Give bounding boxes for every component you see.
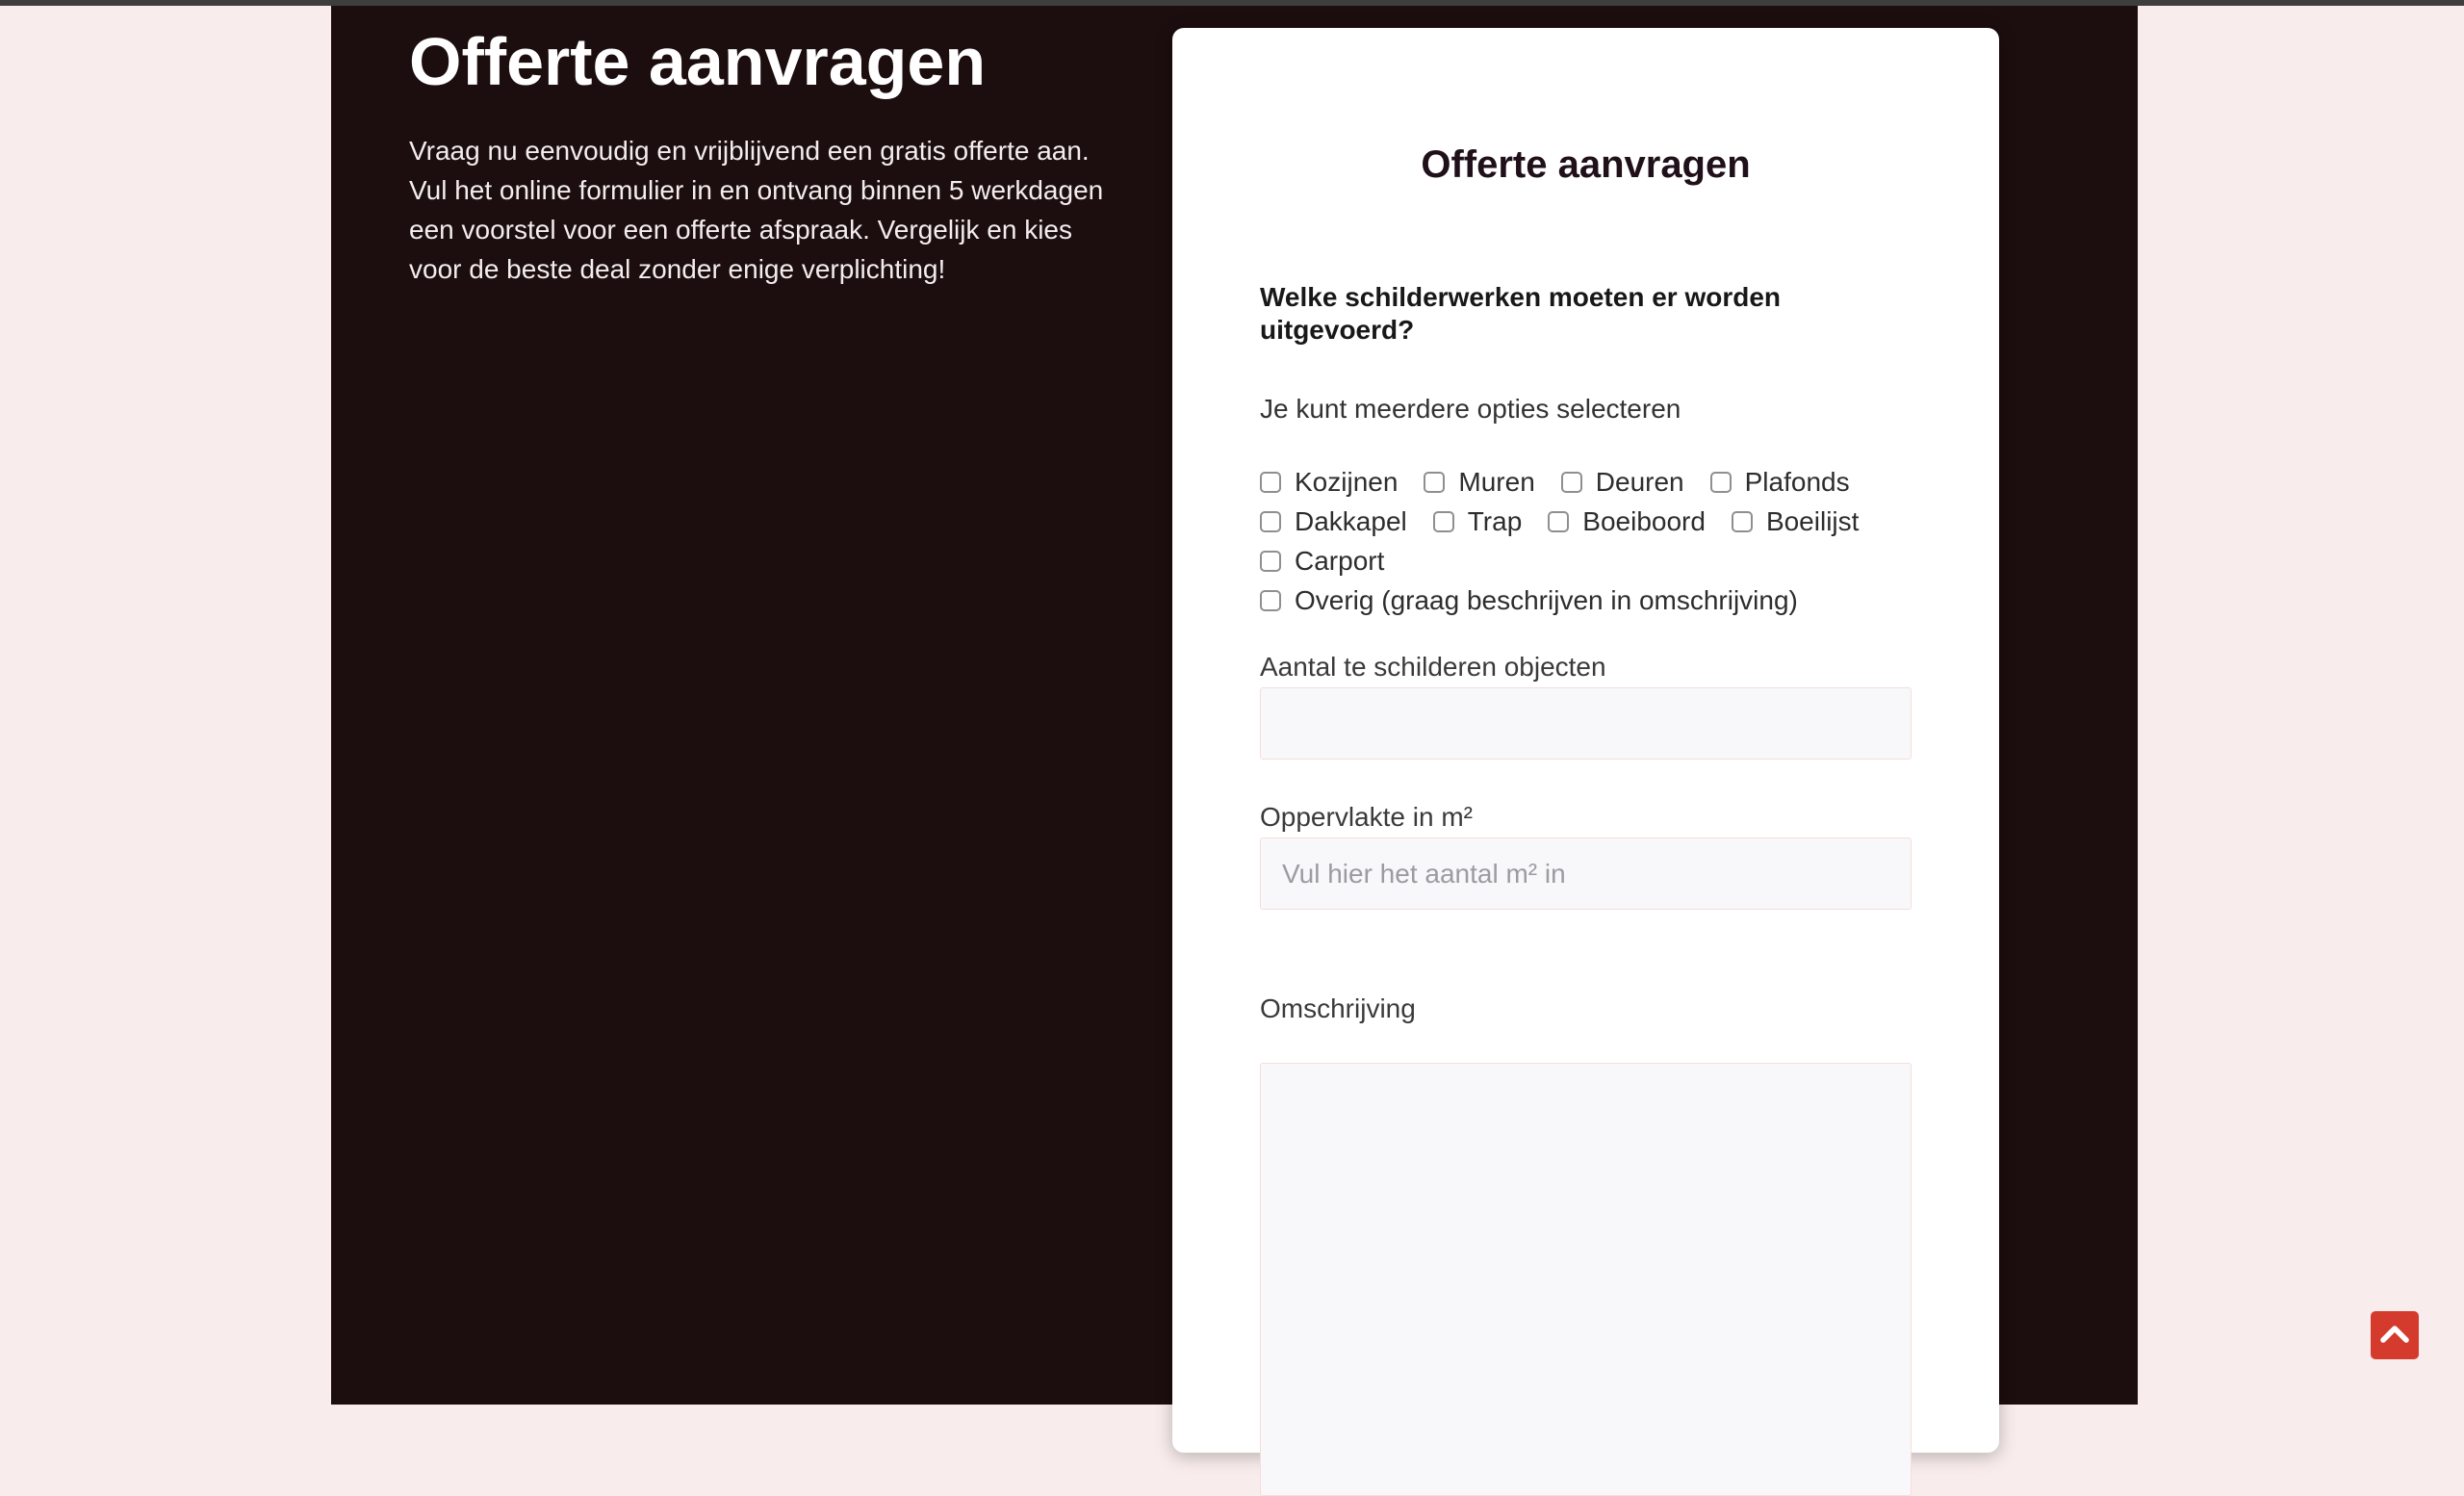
intro-paragraph-line: Vul het online formulier in en ontvang binnen 5 werkdagen	[409, 175, 1104, 205]
intro-paragraph-line: voor de beste deal zonder enige verplichting!	[409, 254, 946, 284]
intro-paragraph-line: een voorstel voor een offerte afspraak. Vergelijk en kies	[409, 215, 1072, 245]
option-label: Trap	[1467, 505, 1523, 536]
scroll-to-top-button[interactable]	[2371, 1311, 2419, 1359]
description-label: Omschrijving	[1260, 993, 1416, 1023]
intro-paragraph	[409, 131, 1141, 289]
checkbox-item-overig[interactable]	[1260, 584, 1798, 617]
checkbox-item-boeiboord[interactable]	[1548, 505, 1706, 538]
surface-area-input[interactable]	[1260, 838, 1912, 910]
paintwork-options-group	[1260, 462, 1912, 620]
option-row	[1260, 580, 1912, 620]
checkbox-item-deuren[interactable]	[1561, 466, 1684, 499]
trap-checkbox[interactable]	[1433, 511, 1454, 532]
plafonds-checkbox[interactable]	[1710, 472, 1732, 493]
option-label: Carport	[1295, 545, 1385, 576]
form-question: Welke schilderwerken moeten er worden uitgevoerd?	[1260, 282, 1782, 345]
option-label: Muren	[1458, 466, 1535, 497]
page-title: Offerte aanvragen	[409, 24, 987, 99]
kozijnen-checkbox[interactable]	[1260, 472, 1281, 493]
dakkapel-checkbox[interactable]	[1260, 511, 1281, 532]
option-row	[1260, 462, 1912, 502]
objects-count-label: Aantal te schilderen objecten	[1260, 652, 1606, 682]
objects-count-input[interactable]	[1260, 687, 1912, 760]
checkbox-item-plafonds[interactable]	[1710, 466, 1850, 499]
option-label: Boeilijst	[1765, 505, 1860, 536]
form-hint: Je kunt meerdere opties selecteren	[1260, 394, 1681, 424]
checkbox-item-carport[interactable]	[1260, 545, 1384, 578]
chevron-up-icon	[2371, 1311, 2419, 1359]
option-row	[1260, 541, 1912, 580]
option-label: Plafonds	[1744, 466, 1850, 497]
description-textarea[interactable]	[1260, 1063, 1912, 1496]
intro-paragraph-line: Vraag nu eenvoudig en vrijblijvend een gratis offerte aan.	[409, 136, 1090, 166]
top-bar	[0, 0, 2464, 6]
intro-block	[409, 21, 1141, 289]
muren-checkbox[interactable]	[1424, 472, 1445, 493]
checkbox-item-trap[interactable]	[1433, 505, 1523, 538]
checkbox-item-boeilijst[interactable]	[1732, 505, 1859, 538]
option-label: Kozijnen	[1295, 466, 1399, 497]
deuren-checkbox[interactable]	[1561, 472, 1582, 493]
carport-checkbox[interactable]	[1260, 551, 1281, 572]
boeiboord-checkbox[interactable]	[1548, 511, 1569, 532]
option-label: Overig (graag beschrijven in omschrijving)	[1295, 584, 1798, 615]
option-label: Dakkapel	[1295, 505, 1407, 536]
overig-checkbox[interactable]	[1260, 590, 1281, 611]
checkbox-item-muren[interactable]	[1424, 466, 1534, 499]
boeilijst-checkbox[interactable]	[1732, 511, 1753, 532]
option-label: Boeiboord	[1582, 505, 1706, 536]
surface-area-label: Oppervlakte in m²	[1260, 802, 1473, 832]
option-label: Deuren	[1595, 466, 1684, 497]
quote-form-card	[1172, 28, 1999, 1453]
checkbox-item-dakkapel[interactable]	[1260, 505, 1407, 538]
form-title: Offerte aanvragen	[1421, 143, 1751, 186]
option-row	[1260, 502, 1912, 541]
checkbox-item-kozijnen[interactable]	[1260, 466, 1398, 499]
